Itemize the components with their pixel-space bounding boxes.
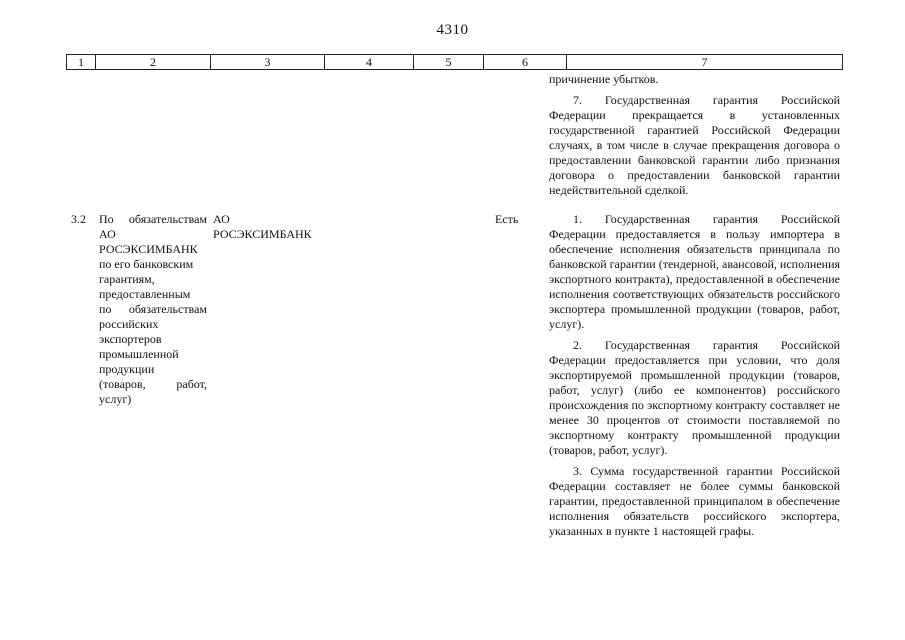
purpose-line: услуг) [99,392,132,406]
column-header-5: 5 [414,55,484,70]
purpose-line: АО [99,227,116,241]
condition-item-2: 2. Государственная гарантия Российской Федерации предоставляется при условии, что доля экспортируемой промышленной продукции (товаров, работ, услуг) (либо ее компонентов) российского происхождения по экспортному контракту составляет не менее 30 процентов от стоимости поставляемой по экспортному контракту промышленной продукции (товаров, работ, услуг). [549,338,840,457]
guarantee-purpose [99,212,207,407]
purpose-line: по обязательствам [99,302,207,316]
continued-conditions [549,72,840,198]
condition-item-1: 1. Государственная гарантия Российской Федерации предоставляется в пользу импортера в обеспечение исполнения обязательств принципала по банковской гарантии (тендерной, авансовой, исполнения экспортного контракта), предоставленной в обеспечение исполнения соответствующих обязательств российского экспортера промышленной продукции (товаров, работ, услуг). [549,212,841,331]
column-header-7: 7 [567,55,843,70]
column-header-3: 3 [211,55,325,70]
purpose-line: продукции [99,362,155,376]
purpose-line: РОСЭКСИМБАНК [99,242,198,256]
purpose-line: по его банковским [99,257,194,271]
column-header-6: 6 [484,55,567,70]
column-header-1: 1 [67,55,96,70]
purpose-line: экспортеров [99,332,162,346]
condition-item-7: 7. Государственная гарантия Российской Федерации прекращается в установленных государственной гарантией Российской Федерации случаях, в том числе в случае прекращения договора о предоставлении банковской гарантии либо признания договора о предоставлении банковской гарантии недействительной сделкой. [549,93,840,197]
column-header-2: 2 [96,55,211,70]
continued-tail-text: причинение убытков. [549,72,659,86]
page-number: 4310 [436,22,469,38]
purpose-line: промышленной [99,347,179,361]
condition-item-3: 3. Сумма государственной гарантии Российской Федерации составляет не более суммы банковской гарантии, предоставленной принципалом в обеспечение исполнения обязательств российского экспортера, указанных в пункте 1 настоящей графы. [549,464,840,538]
purpose-line: предоставленным [99,287,191,301]
principal-line: АО [213,212,230,226]
regress-right: Есть [495,212,519,226]
purpose-line: (товаров, работ, [99,377,207,391]
guarantee-conditions [549,212,840,539]
purpose-line: По обязательствам [99,212,207,226]
column-header-row [66,54,843,70]
principal-line: РОСЭКСИМБАНК [213,227,312,241]
column-header-4: 4 [325,55,414,70]
purpose-line: гарантиям, [99,272,155,286]
principal-name [213,212,333,242]
purpose-line: российских [99,317,159,331]
row-number: 3.2 [71,212,86,226]
